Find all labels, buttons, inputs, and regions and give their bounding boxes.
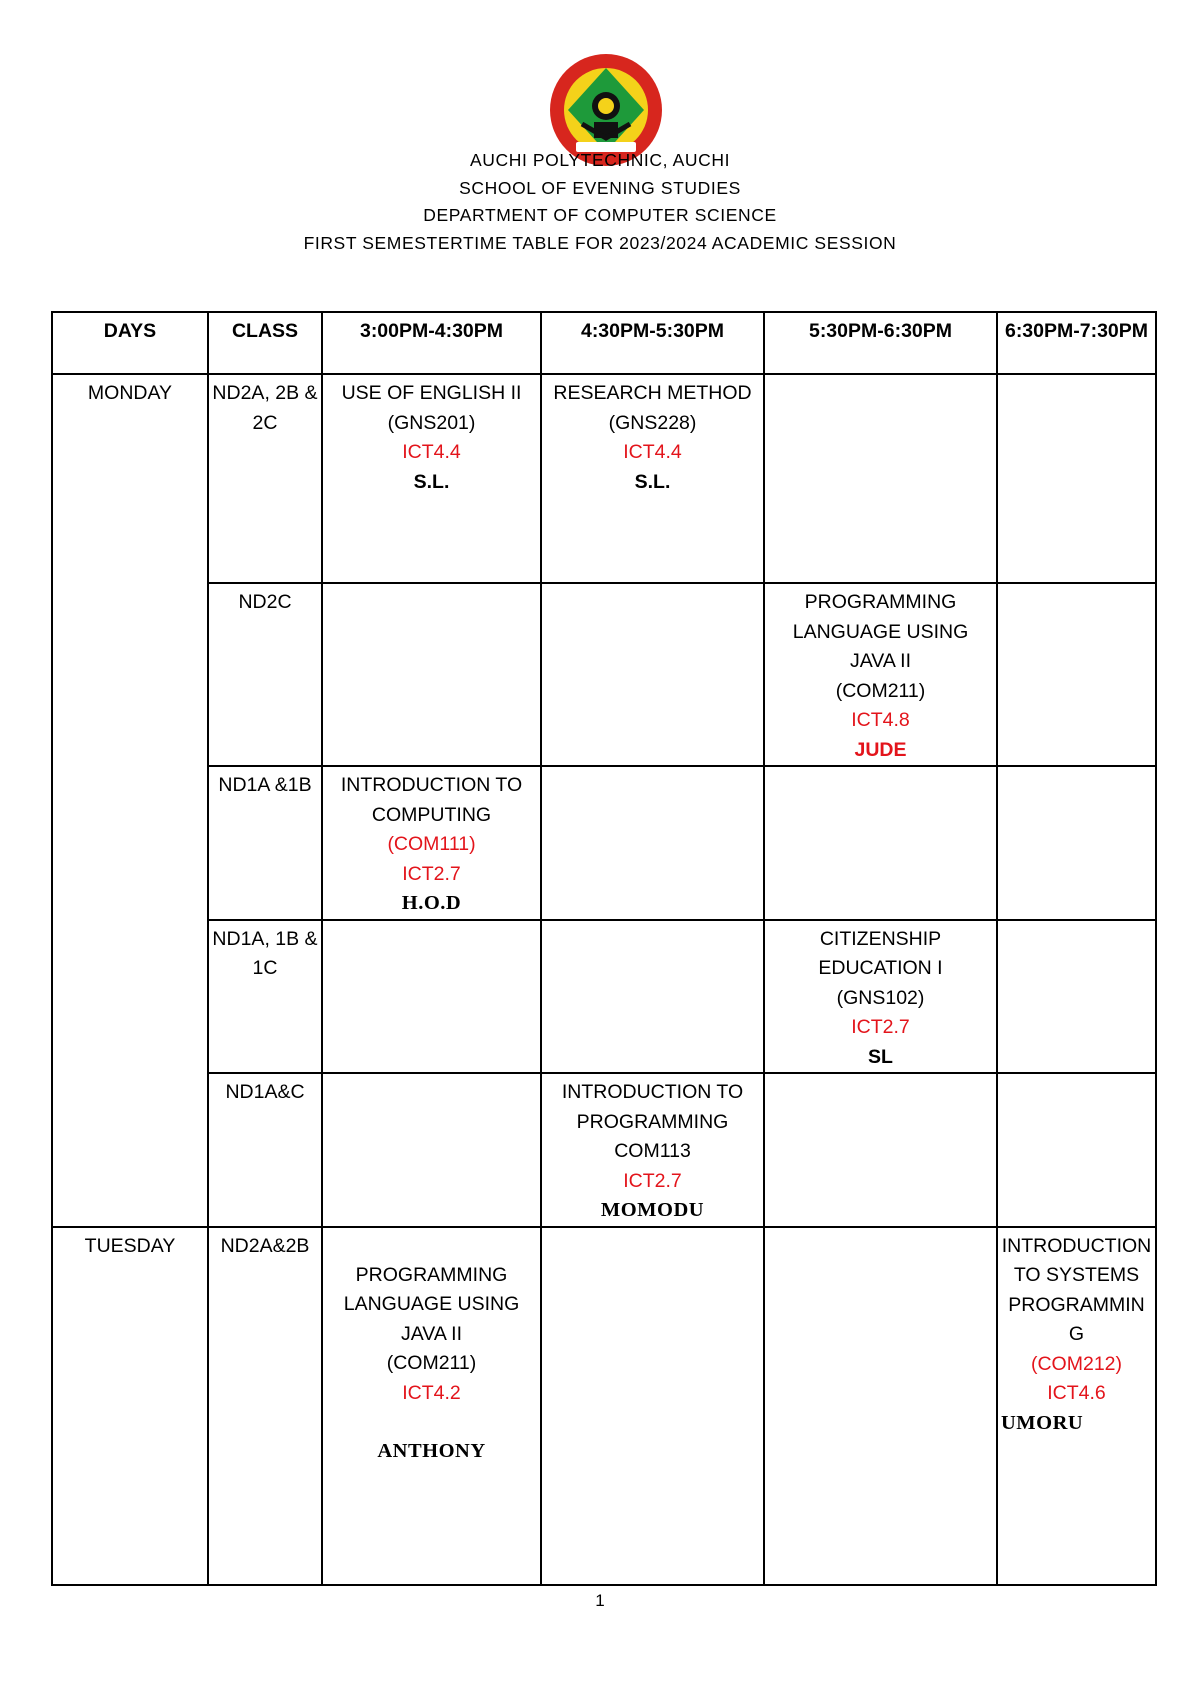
course-title: PROGRAMMING LANGUAGE USING JAVA II — [792, 591, 969, 672]
empty-cell — [541, 583, 764, 766]
course-cell — [764, 583, 997, 766]
table-row — [52, 766, 1156, 920]
course-title: PROGRAMMING LANGUAGE USING JAVA II — [343, 1263, 520, 1345]
course-title: INTRODUCTION TO COMPUTING — [340, 774, 523, 826]
table-row — [52, 374, 1156, 583]
course-cell — [322, 766, 541, 920]
header-slot-2: 4:30PM-5:30PM — [541, 312, 764, 374]
table-row — [52, 583, 1156, 766]
venue: ICT4.2 — [402, 1381, 461, 1404]
class-cell: ND1A &1B — [208, 766, 322, 920]
empty-cell — [541, 766, 764, 920]
empty-cell — [764, 1227, 997, 1585]
empty-cell — [322, 1073, 541, 1227]
course-code: (COM211) — [835, 679, 926, 702]
empty-cell — [541, 1227, 764, 1585]
empty-cell — [764, 766, 997, 920]
lecturer: UMORU — [1001, 1411, 1084, 1434]
lecturer: MOMODU — [600, 1199, 705, 1221]
course-cell — [322, 1227, 541, 1585]
venue: ICT2.7 — [402, 862, 461, 885]
course-title: USE OF ENGLISH II — [341, 382, 522, 404]
venue: ICT4.8 — [851, 709, 910, 731]
empty-cell — [541, 920, 764, 1074]
empty-cell — [764, 1073, 997, 1227]
header-days: DAYS — [52, 312, 208, 374]
table-row — [52, 1227, 1156, 1585]
course-cell — [322, 374, 541, 583]
lecturer: S.L. — [413, 470, 450, 493]
table-row — [52, 1073, 1156, 1227]
empty-cell — [322, 920, 541, 1074]
empty-cell — [997, 583, 1156, 766]
document-heading — [0, 147, 1200, 257]
lecturer: S.L. — [634, 470, 671, 493]
course-code: (GNS201) — [387, 411, 476, 434]
lecturer: ANTHONY — [377, 1440, 486, 1462]
course-title: INTRODUCTION TO PROGRAMMING — [561, 1081, 744, 1133]
venue: ICT4.6 — [1047, 1382, 1106, 1404]
course-code: (COM212) — [1030, 1352, 1123, 1375]
institution-name: AUCHI POLYTECHNIC, AUCHI — [469, 150, 731, 170]
class-cell: ND2A, 2B & 2C — [208, 374, 322, 583]
empty-cell — [997, 920, 1156, 1074]
course-code: (GNS228) — [608, 411, 697, 434]
lecturer: SL — [868, 1045, 893, 1068]
course-cell — [541, 374, 764, 583]
header-slot-3: 5:30PM-6:30PM — [764, 312, 997, 374]
lecturer: H.O.D — [401, 892, 462, 914]
course-title: CITIZENSHIP EDUCATION I — [818, 927, 943, 979]
class-cell: ND1A, 1B & 1C — [208, 920, 322, 1074]
header-row — [52, 312, 1156, 374]
header-class: CLASS — [208, 312, 322, 374]
empty-cell — [764, 374, 997, 583]
empty-cell — [997, 766, 1156, 920]
day-cell: TUESDAY — [52, 1227, 208, 1585]
empty-cell — [997, 374, 1156, 583]
timetable — [51, 311, 1157, 1586]
course-cell — [764, 920, 997, 1074]
course-title: INTRODUCTION TO SYSTEMS PROGRAMMING — [1001, 1234, 1152, 1345]
course-code: (GNS102) — [836, 986, 925, 1009]
venue: ICT4.4 — [402, 441, 461, 463]
header-slot-1: 3:00PM-4:30PM — [322, 312, 541, 374]
empty-cell — [997, 1073, 1156, 1227]
page-number: 1 — [595, 1591, 605, 1610]
empty-cell — [322, 583, 541, 766]
course-cell — [541, 1073, 764, 1227]
class-cell: ND2C — [208, 583, 322, 766]
course-code: (COM111) — [387, 833, 476, 855]
course-code: (COM211) — [386, 1352, 477, 1374]
table-row — [52, 920, 1156, 1074]
venue: ICT2.7 — [851, 1016, 910, 1038]
class-cell: ND1A&C — [208, 1073, 322, 1227]
course-code: COM113 — [614, 1140, 691, 1162]
department-name: DEPARTMENT OF COMPUTER SCIENCE — [423, 205, 777, 225]
lecturer: JUDE — [854, 738, 907, 761]
course-cell — [997, 1227, 1156, 1585]
day-cell: MONDAY — [52, 374, 208, 1227]
school-name: SCHOOL OF EVENING STUDIES — [459, 177, 741, 198]
header-slot-4: 6:30PM-7:30PM — [997, 312, 1156, 374]
venue: ICT2.7 — [623, 1169, 682, 1192]
course-title: RESEARCH METHOD — [553, 382, 752, 404]
class-cell: ND2A&2B — [208, 1227, 322, 1585]
venue: ICT4.4 — [623, 441, 682, 463]
timetable-title: FIRST SEMESTERTIME TABLE FOR 2023/2024 ACADEMIC SESSION — [303, 232, 897, 253]
